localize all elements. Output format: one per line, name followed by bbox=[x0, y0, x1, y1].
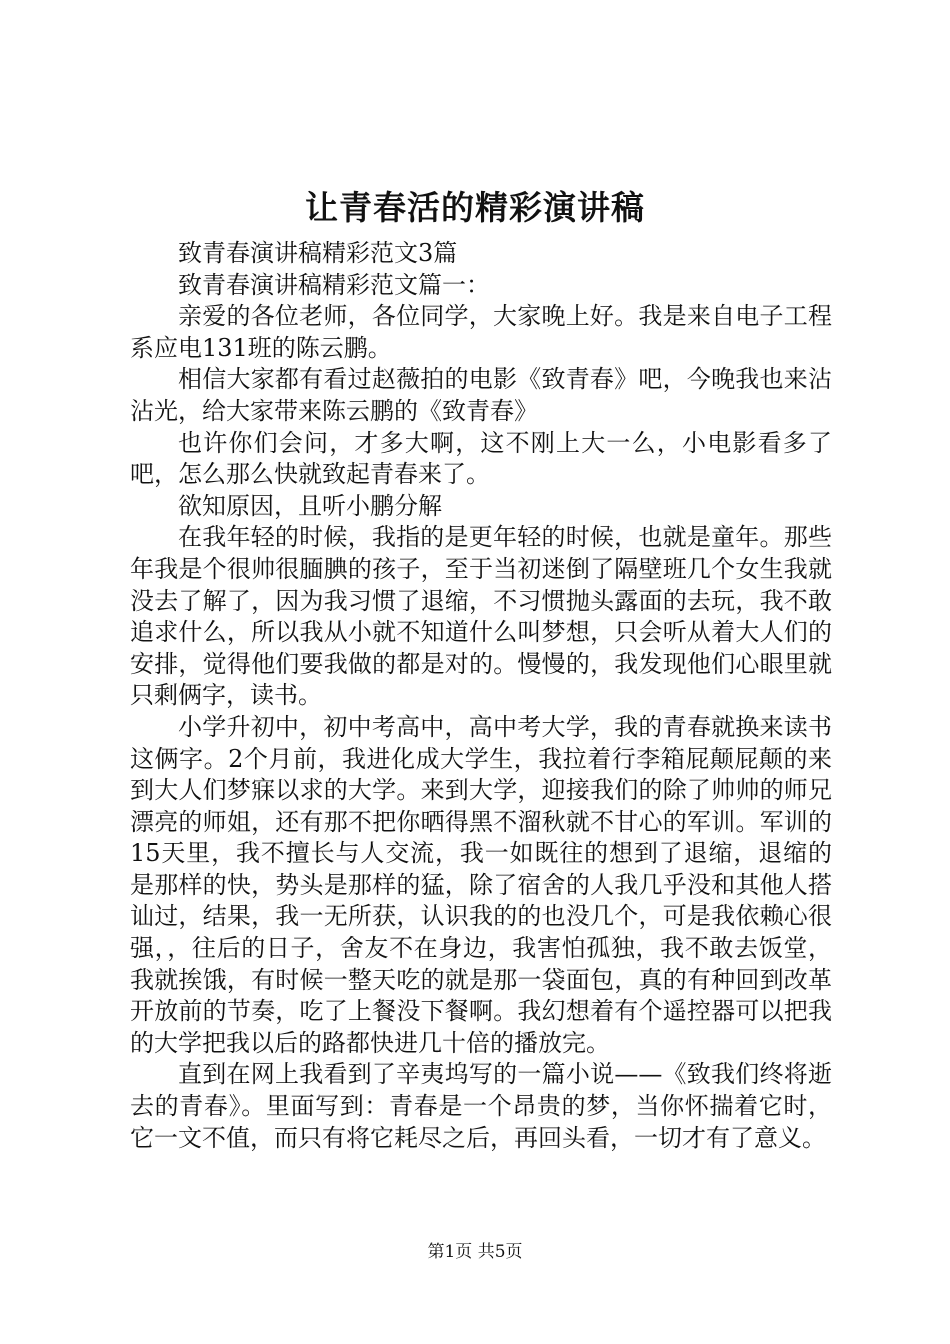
page-number-footer: 第1页 共5页 bbox=[427, 1242, 523, 1262]
paragraph: 直到在网上我看到了辛夷坞写的一篇小说——《致我们终将逝去的青春》。里面写到：青春是一个昂贵的梦，当你怀揣着它时，它一文不值，而只有将它耗尽之后，再回头看，一切才有了意义。 bbox=[130, 1060, 832, 1152]
document-title: 让青春活的精彩演讲稿 bbox=[305, 188, 645, 227]
paragraph: 在我年轻的时候，我指的是更年轻的时候，也就是童年。那些年我是个很帅很腼腆的孩子，至于当初迷倒了隔壁班几个女生我就没去了解了，因为我习惯了退缩，不习惯抛头露面的去玩，我不敢追求什么，所以我从小就不知道什么叫梦想，只会听从着大人们的安排，觉得他们要我做的都是对的。慢慢的，我发现他们心眼里就只剩俩字，读书。 bbox=[130, 523, 832, 710]
paragraph-subtitle: 致青春演讲稿精彩范文3篇 bbox=[178, 239, 458, 267]
document-body bbox=[130, 238, 832, 1154]
paragraph-section-heading: 致青春演讲稿精彩范文篇一： bbox=[178, 270, 490, 299]
paragraph: 相信大家都有看过赵薇拍的电影《致青春》吧，今晚我也来沾沾光，给大家带来陈云鹏的《致青春》 bbox=[130, 365, 832, 425]
paragraph: 小学升初中，初中考高中，高中考大学，我的青春就换来读书这俩字。2个月前，我进化成大学生，我拉着行李箱屁颠屁颠的来到大人们梦寐以求的大学。来到大学，迎接我们的除了帅帅的师兄漂亮的师姐，还有那不把你晒得黑不溜秋就不甘心的军训。军训的15天里，我不擅长与人交流，我一如既往的想到了退缩，退缩的是那样的快，势头是那样的猛，除了宿舍的人我几乎没和其他人搭讪过，结果，我一无所获，认识我的的也没几个，可是我依赖心很强，，往后的日子，舍友不在身边，我害怕孤独，我不敢去饭堂，我就挨饿，有时候一整天吃的就是那一袋面包，真的有种回到改革开放前的节奏，吃了上餐没下餐啊。我幻想着有个遥控器可以把我的大学把我以后的路都快进几十倍的播放完。 bbox=[130, 712, 832, 1057]
paragraph: 欲知原因，且听小鹏分解 bbox=[178, 491, 442, 520]
paragraph: 亲爱的各位老师，各位同学，大家晚上好。我是来自电子工程系应电131班的陈云鹏。 bbox=[130, 302, 832, 362]
paragraph: 也许你们会问，才多大啊，这不刚上大一么，小电影看多了吧，怎么那么快就致起青春来了。 bbox=[130, 428, 832, 489]
